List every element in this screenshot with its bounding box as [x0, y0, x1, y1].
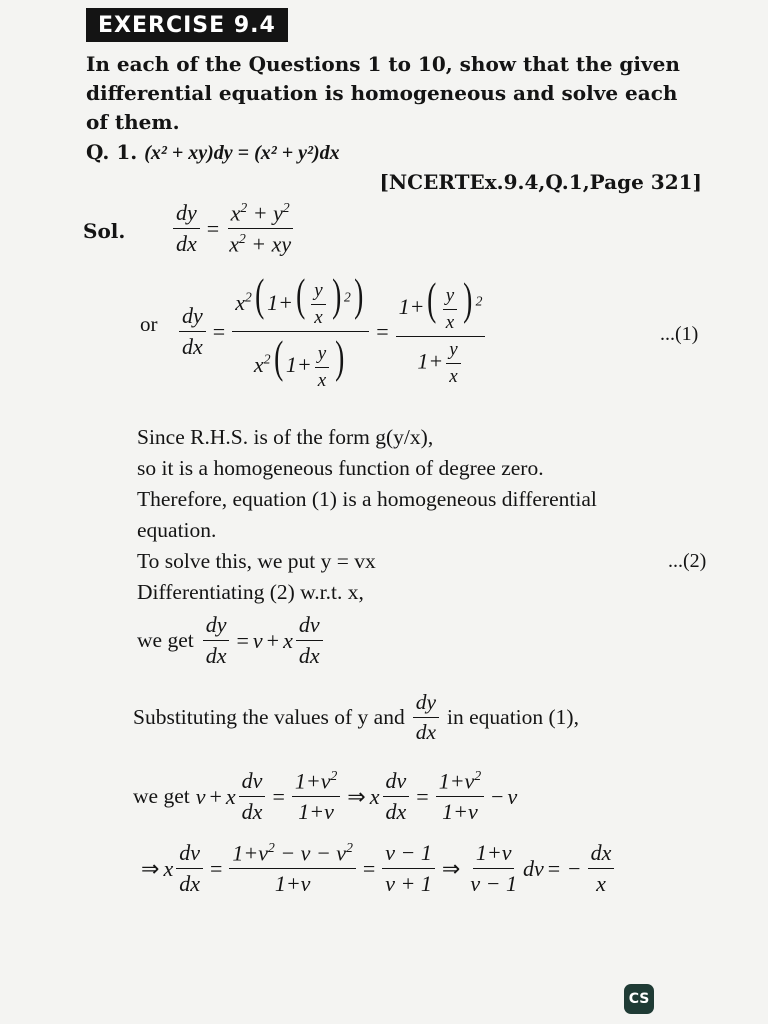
question-label: Q. 1.	[86, 140, 138, 164]
camscanner-logo: CS	[624, 984, 654, 1014]
text-line: Since R.H.S. is of the form g(y/x),	[137, 425, 434, 449]
text-line: Therefore, equation (1) is a homogeneous differential	[137, 487, 597, 511]
we-get-label: we get	[137, 628, 194, 652]
equation-substituted: we get v + x $\frac{dv}{dx}$ = $\frac{1+v^2}{1+v}$ ⇒ x $\frac{dv}{dx}$ = $\frac{1+v^2}{1+v}$ − v	[133, 768, 518, 825]
question-1	[86, 138, 340, 168]
question-equation: (x² + xy)dy = (x² + y²)dx	[144, 142, 340, 164]
equation-simplified: ⇒ x $\frac{dv}{dx}$ = $\frac{1+v^2 - v - v^2}{1+v}$ = $\frac{v - 1}{v + 1}$ ⇒ $\frac{1+v}{v - 1}$ dv = − $\frac{dx}{x}$	[137, 840, 617, 897]
explanation-text	[137, 422, 717, 608]
text-line: Differentiating (2) w.r.t. x,	[137, 580, 364, 604]
substituting-line: Substituting the values of y and $\frac{dy}{dx}$ in equation (1),	[133, 690, 579, 744]
solution-label: Sol.	[83, 219, 126, 243]
reference: [NCERTEx.9.4,Q.1,Page 321]	[379, 170, 702, 194]
equation-1: $\frac{dy}{dx}$ = $x^2$( 1+( $\frac{y}{x}$ ) $^2$) $x^2$( 1+ $\frac{y}{x}$ ) = 1+( $\frac{y}{x}$ ) $^2$ 1+ $\frac{y}{x}$	[176, 272, 488, 392]
solution-or: or	[140, 312, 158, 336]
exercise-badge: EXERCISE 9.4	[86, 8, 288, 42]
equation-number-2: ...(2)	[668, 550, 707, 572]
text-line: so it is a homogeneous function of degree zero.	[137, 456, 544, 480]
intro-paragraph: In each of the Questions 1 to 10, show that the given differential equation is homogeneous and solve each of them.	[86, 52, 680, 134]
text-line: equation.	[137, 518, 217, 542]
equation-number-1: ...(1)	[660, 323, 699, 345]
text-line: To solve this, we put y = vx	[137, 549, 376, 573]
we-get-label: we get	[133, 784, 190, 809]
equation-derivative: we get $\frac{dy}{dx}$ = v + x $\frac{dv}{dx}$	[137, 612, 326, 669]
substituting-pre: Substituting the values of y and	[133, 705, 405, 729]
equation-dy-dx: $\frac{dy}{dx}$ = $\frac{x^2 + y^2}{x^2 + xy}$	[170, 200, 297, 258]
substituting-post: in equation (1),	[447, 705, 579, 729]
